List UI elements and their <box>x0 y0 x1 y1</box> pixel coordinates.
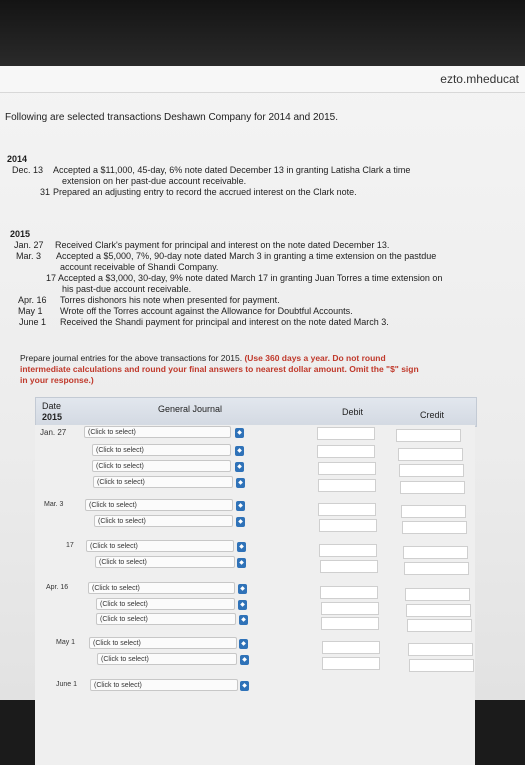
debit-input[interactable] <box>320 586 378 599</box>
account-select[interactable] <box>96 598 235 610</box>
year-2015: 2015 <box>10 229 31 239</box>
tx-text: Accepted a $5,000, 7%, 90-day note dated March 3 in granting a time extension on the pastdue <box>56 251 437 261</box>
account-select[interactable] <box>84 426 231 438</box>
account-select[interactable] <box>92 444 231 456</box>
select-arrow-icon[interactable]: ◆ <box>240 655 249 665</box>
entry-date: Mar. 3 <box>44 501 64 508</box>
credit-input[interactable] <box>407 619 472 632</box>
debit-input[interactable] <box>318 462 376 475</box>
select-arrow-icon[interactable]: ◆ <box>235 446 244 456</box>
select-arrow-icon[interactable]: ◆ <box>239 615 248 625</box>
debit-input[interactable] <box>321 602 379 615</box>
instructions-highlight: (Use 360 days a year. Do not round <box>244 353 386 363</box>
account-select[interactable] <box>92 460 231 472</box>
debit-input[interactable] <box>318 503 376 516</box>
instructions-highlight: in your response.) <box>20 375 94 385</box>
debit-header: Debit <box>342 407 364 417</box>
account-select[interactable] <box>90 679 238 691</box>
debit-input[interactable] <box>322 641 380 654</box>
intro-text: Following are selected transactions Deshawn Company for 2014 and 2015. <box>5 112 338 123</box>
address-bar[interactable] <box>0 66 525 93</box>
select-arrow-icon[interactable]: ◆ <box>235 462 244 472</box>
credit-input[interactable] <box>405 588 470 601</box>
tx-text: Received Clark's payment for principal and interest on the note dated December 13. <box>55 240 390 250</box>
credit-input[interactable] <box>396 429 461 442</box>
select-arrow-icon[interactable]: ◆ <box>239 639 248 649</box>
debit-input[interactable] <box>317 445 375 458</box>
select-label: (Click to select) <box>101 656 149 663</box>
credit-input[interactable] <box>399 464 464 477</box>
select-arrow-icon[interactable]: ◆ <box>237 542 246 552</box>
select-label: (Click to select) <box>93 640 141 647</box>
select-arrow-icon[interactable]: ◆ <box>237 558 246 568</box>
select-arrow-icon[interactable]: ◆ <box>238 584 247 594</box>
account-select[interactable] <box>96 613 236 625</box>
select-label: (Click to select) <box>100 601 148 608</box>
credit-input[interactable] <box>400 481 465 494</box>
select-label: (Click to select) <box>89 502 137 509</box>
tx-date: May 1 <box>18 306 43 316</box>
instructions-plain: Prepare journal entries for the above transactions for 2015. <box>20 353 243 363</box>
journal-header <box>35 397 477 427</box>
account-select[interactable] <box>88 582 235 594</box>
year-header: 2015 <box>42 412 63 422</box>
entry-date: Jan. 27 <box>40 428 67 437</box>
tx-text: Torres dishonors his note when presented for payment. <box>60 295 280 305</box>
tx-date: 31 <box>40 187 51 197</box>
tx-date: June 1 <box>19 317 47 327</box>
select-arrow-icon[interactable]: ◆ <box>236 501 245 511</box>
tx-text: his past-due account receivable. <box>62 284 192 294</box>
credit-input[interactable] <box>409 659 474 672</box>
tx-date: 17 <box>46 273 57 283</box>
tx-date: Apr. 16 <box>18 295 47 305</box>
tx-text: Wrote off the Torres account against the Allowance for Doubtful Accounts. <box>60 306 353 316</box>
dark-top-border <box>0 0 525 66</box>
select-label: (Click to select) <box>97 479 145 486</box>
url-text: ezto.mheducat <box>440 72 519 86</box>
tx-date: Mar. 3 <box>16 251 42 261</box>
select-label: (Click to select) <box>96 463 144 470</box>
select-arrow-icon[interactable]: ◆ <box>236 517 245 527</box>
select-arrow-icon[interactable]: ◆ <box>235 428 244 438</box>
tx-text: Received the Shandi payment for principal and interest on the note dated March 3. <box>60 317 389 327</box>
instructions-highlight: intermediate calculations and round your final answers to nearest dollar amount. Omit the "$" sign <box>20 364 419 374</box>
tx-date: Jan. 27 <box>14 240 44 250</box>
credit-input[interactable] <box>408 643 473 656</box>
entry-date: May 1 <box>56 639 76 646</box>
credit-input[interactable] <box>402 521 467 534</box>
year-2014: 2014 <box>7 154 28 164</box>
credit-input[interactable] <box>398 448 463 461</box>
debit-input[interactable] <box>319 519 377 532</box>
select-label: (Click to select) <box>88 429 136 436</box>
entry-date: June 1 <box>56 681 78 688</box>
account-select[interactable] <box>94 515 233 527</box>
account-select[interactable] <box>97 653 237 665</box>
tx-date: Dec. 13 <box>12 165 44 175</box>
select-label: (Click to select) <box>96 447 144 454</box>
credit-input[interactable] <box>404 562 469 575</box>
debit-input[interactable] <box>322 657 380 670</box>
select-arrow-icon[interactable]: ◆ <box>240 681 249 691</box>
account-select[interactable] <box>93 476 233 488</box>
debit-input[interactable] <box>317 427 375 440</box>
account-select[interactable] <box>86 540 234 552</box>
debit-input[interactable] <box>321 617 379 630</box>
entry-date: Apr. 16 <box>46 584 69 591</box>
tx-text: Accepted a $11,000, 45-day, 6% note dated December 13 in granting Latisha Clark a time <box>53 165 411 175</box>
tx-text: extension on her past-due account receivable. <box>62 176 247 186</box>
debit-input[interactable] <box>319 544 377 557</box>
credit-input[interactable] <box>401 505 466 518</box>
browser-screen <box>0 66 525 700</box>
select-label: (Click to select) <box>99 559 147 566</box>
instructions <box>20 353 386 364</box>
select-label: (Click to select) <box>90 543 138 550</box>
date-header: Date <box>42 401 62 411</box>
select-label: (Click to select) <box>100 616 148 623</box>
select-arrow-icon[interactable]: ◆ <box>236 478 245 488</box>
select-label: (Click to select) <box>94 682 142 689</box>
account-select[interactable] <box>95 556 235 568</box>
account-select[interactable] <box>85 499 233 511</box>
tx-text: Prepared an adjusting entry to record the accrued interest on the Clark note. <box>53 187 357 197</box>
debit-input[interactable] <box>320 560 378 573</box>
general-journal-header: General Journal <box>158 404 223 414</box>
credit-input[interactable] <box>406 604 471 617</box>
entry-date: 17 <box>66 542 74 549</box>
credit-header: Credit <box>420 410 445 420</box>
select-label: (Click to select) <box>92 585 140 592</box>
debit-input[interactable] <box>318 479 376 492</box>
account-select[interactable] <box>89 637 237 649</box>
select-label: (Click to select) <box>98 518 146 525</box>
select-arrow-icon[interactable]: ◆ <box>238 600 247 610</box>
credit-input[interactable] <box>403 546 468 559</box>
tx-text: Accepted a $3,000, 30-day, 9% note dated March 17 in granting Juan Torres a time extension on <box>58 273 443 283</box>
tx-text: account receivable of Shandi Company. <box>60 262 219 272</box>
